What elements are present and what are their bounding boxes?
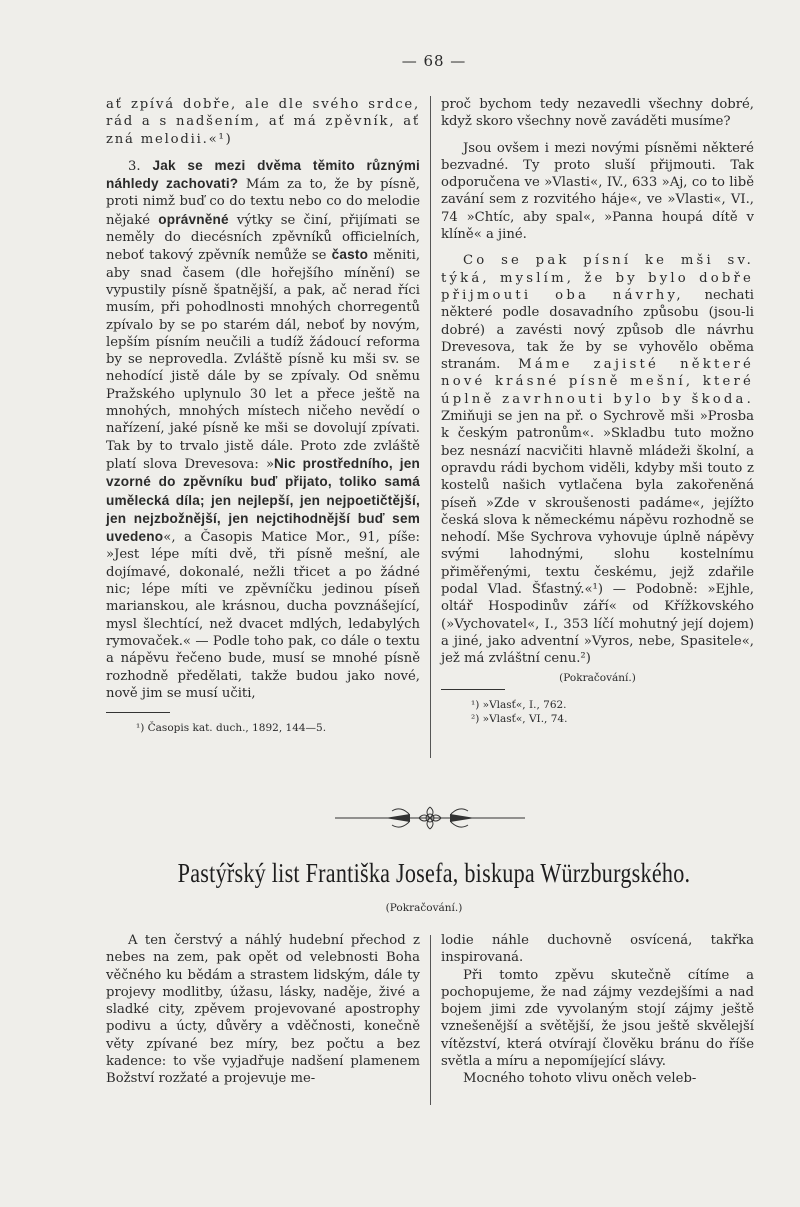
paragraph: lodie náhle duchovně osvícená, takřka inspirovaná. (441, 933, 754, 966)
bold-question: Jak se mezi dvěma těmito různými náhledy zachovati? (106, 157, 420, 192)
paragraph: Při tomto zpěvu skutečně cítíme a pochopujeme, že nad zájmy vezdejšími a nad bojem jimi zde vyvolaným stojí zájmy ještě vznešenější a světější, že jsou ještě skvělejší vítězství, která otvírají člověku bránu do říše světla a míru a nepomíjející slávy. (441, 967, 754, 1070)
paragraph (106, 96, 420, 148)
text: Mám za to, že by písně, proti nimž buď co do textu nebo co do melodie nějaké (106, 177, 420, 228)
text: měniti, aby snad časem (dle hořejšího mínění) se vypustily písně špatnější, a pak, ač nerad říci musím, při pohodlnosti mnohých chorregentů zpívalo by se po starém dál, neboť by novým, lepším písním neučili a tudíž žádoucí reforma by se neprovedla. Zvláště písně ku mši sv. se nehodící jistě dále by se zpívaly. Od sněmu Pražského uplynulo 30 let a přece ještě na mnohých, mnohých místech ničeho nevědí o nařízení, jaké písně ke mši se dovolují zpívati. Tak by to trvalo jistě dále. Proto zde zvláště platí slova Drevesova: » (106, 248, 421, 472)
paragraph: proč bychom tedy nezavedli všechny dobré, když skoro všechny nově zaváděti musíme? (441, 97, 754, 130)
paragraph (441, 252, 754, 667)
text: výtky se činí, přijímati se neměly do diecésních zpěvníků officielních, neboť takový zpěvník nemůže se (106, 212, 420, 264)
text: nechati některé podle dosavadního způsobu (jsou-li dobré) a zavésti nový způsob dle návrhu Drevesova, tak že by se vyhovělo oběma stranám. (441, 287, 755, 373)
paragraph: A ten čerstvý a náhlý hudební přechod z nebes na zem, pak opět od velebnosti Boha věčného ku bědám a strastem lidským, dále ty projevy modlitby, úžasu, lásky, naděje, živé a sladké city, zpěvem projevované apostrophy podivu a úcty, důvěry a vděčnosti, konečně věty zpívané bez míry, bez počtu a bez kadence: to vše vyjadřuje nadšení plamenem Božství rozžaté a projevuje me- (106, 933, 420, 1087)
bold-word: často (331, 247, 369, 263)
bold-quote: Nic prostředního, jen vzorné do zpěvníku buď přijato, toliko samá umělecká díla; jen nejlepší, jen nejpoetičtější, jen nejzbožnější, jen nejctihodnější buď sem uvedeno (106, 455, 420, 545)
footnote: ¹) Časopis kat. duch., 1892, 144—5. (136, 722, 327, 735)
article-title: Pastýřský list Františka Josefa, biskupa Würzburgského. (177, 858, 691, 888)
article-subtitle: (Pokračování.) (385, 902, 463, 914)
footnote-rule (106, 712, 170, 713)
column-divider (430, 935, 431, 1105)
column-divider (430, 96, 431, 758)
page-number: — 68 — (401, 52, 467, 70)
text: Zmiňuji se jen na př. o Sychrově mši »Prosba k českým patronům«. »Skladbu tuto možno bez nesnází nacvičiti hlavně mládeži školní, a opravdu rádi bychom viděli, kdyby mši touto z kostelů našich vytlačena byla zakořeněná píseň »Zde v skroušenosti padáme«, jejížto česká slova k německému nápěvu rozhodně se nehodí. Mše Sychrova vyhovuje úplně nápěvy svými lahodnými, slohu kostelnímu přiměřenými, textu českému, jejž zdařile podal Vlad. Šťastný.«¹) — Podobně: »Ejhle, oltář Hospodinův září« od Křížkovského (»Vychovatel«, I., 353 líčí mohutný její dojem) a jiné, jako adventní »Vyros, nebe, Spasitele«, jež má zvláštní cenu.²) (441, 409, 754, 667)
paragraph: Jsou ovšem i mezi novými písněmi některé bezvadné. Ty proto sluší přijmouti. Tak odporučena ve »Vlasti«, IV., 633 »Aj, co to libě zavání sem z rozvitého háje«, ve »Vlasti«, VI., 74 »Chtíc, aby spal«, »Panna houpá dítě v klíně« a jiné. (441, 140, 754, 243)
spaced-text: Co se pak písní ke mši sv. týká, myslím, že by bylo dobře přijmouti oba návrhy, (441, 253, 754, 303)
text: «, a Časopis Matice Mor., 91, píše: »Jest lépe míti dvě, tři písně mešní, ale dojímavé, dokonalé, nežli třicet a po žádné nic; lépe míti ve zpěvníčku jedinou píseň marianskou, ale krásnou, ducha povznášející, mysl šlechtící, než dvacet mdlých, ledabylých rymovaček.« — Podle toho pak, co dále o textu a nápěvu řečeno bude, musí se mnohé písně rozhodně předělati, takže budou jako nové, nově jim se musí učiti, (106, 530, 420, 701)
left-column-top (106, 96, 420, 735)
right-column-top (441, 96, 754, 726)
left-column-article (106, 932, 420, 1088)
text: ať zpívá dobře, ale dle svého srdce, rád a s nadšením, ať má zpěvník, ať zná melodii.«¹) (106, 97, 420, 147)
paragraph-3 (106, 157, 420, 702)
footnote: ¹) »Vlasť«, I., 762. (471, 698, 567, 711)
spaced-text: Máme zajisté některé nové krásné písně mešní, které úplně zavrhnouti bylo by škoda. (441, 357, 754, 407)
paragraph: Mocného tohoto vlivu oněch veleb- (463, 1071, 697, 1087)
footnote: ²) »Vlasť«, VI., 74. (471, 712, 568, 725)
footnote-rule (441, 689, 505, 690)
section-number: 3. (128, 158, 141, 174)
right-column-article (441, 932, 754, 1088)
bold-word: oprávněné (158, 211, 229, 227)
continued-note: (Pokračování.) (559, 671, 636, 684)
ornament-divider-icon (330, 803, 530, 833)
